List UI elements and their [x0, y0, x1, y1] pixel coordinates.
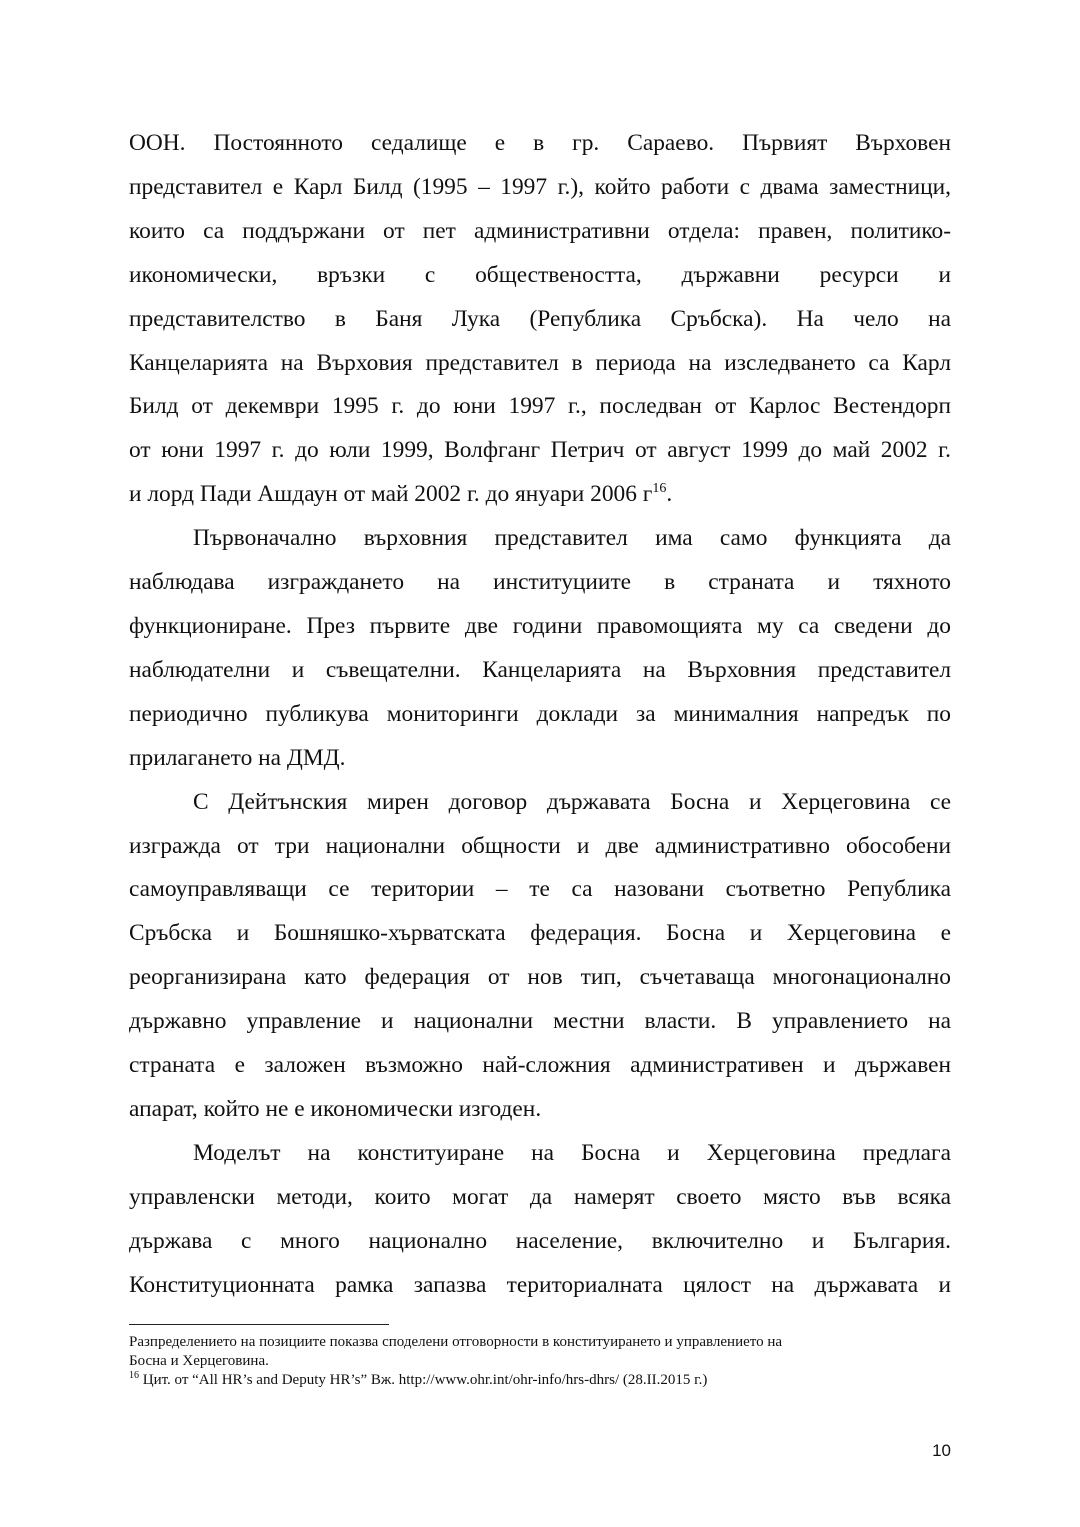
- text-line: Конституционната рамка запазва териториалната цялост на държавата и: [129, 1271, 951, 1298]
- footnote-text: Цит. от “All HR’s and Deputy HR’s” Вж. http://www.ohr.int/ohr-info/hrs-dhrs/ (28.II.2015 г.): [139, 1372, 708, 1388]
- text-line: Билд от декември 1995 г. до юни 1997 г., последван от Карлос Вестендорп: [129, 393, 951, 420]
- body-text: [129, 122, 951, 1307]
- text-line: функциониране. През първите две години правомощията му са сведени до: [129, 612, 951, 639]
- paragraph: [129, 1132, 951, 1308]
- text-line: управленски методи, които могат да намерят своето място във всяка: [129, 1183, 951, 1210]
- paragraph: [129, 517, 951, 780]
- text-line: страната е заложен възможно най-сложния административен и държавен: [129, 1052, 951, 1079]
- text-line: [129, 473, 951, 517]
- text-line: които са поддържани от пет административни отдела: правен, политико-: [129, 217, 951, 244]
- text-line: държавно управление и национални местни власти. В управлението на: [129, 1008, 951, 1035]
- text-line-content: и лорд Пади Ашдаун от май 2002 г. до януари 2006 г: [129, 481, 653, 508]
- text-line: Сръбска и Бошняшко-хърватската федерация. Босна и Херцеговина е: [129, 920, 951, 947]
- text-line: ООН. Постоянното седалище е в гр. Сараево. Първият Върховен: [129, 130, 951, 156]
- text-line: С Дейтънския мирен договор държавата Босна и Херцеговина се: [193, 788, 951, 815]
- footnote-ref-16[interactable]: 16: [652, 481, 667, 497]
- text-line: наблюдателни и съвещателни. Канцеларията на Върховния представител: [129, 656, 951, 683]
- text-line: Канцеларията на Върховия представител в периода на изследването са Карл: [129, 349, 951, 376]
- text-line: изгражда от три национални общности и две административно обособени: [129, 832, 951, 859]
- footnotes: [129, 1333, 951, 1390]
- paragraph: [129, 781, 951, 1132]
- text-line: представител е Карл Билд (1995 – 1997 г.), който работи с двама заместници,: [129, 173, 951, 200]
- text-line-end: .: [666, 481, 673, 508]
- text-line: апарат, който не е икономически изгоден.: [129, 1095, 542, 1122]
- text-line: от юни 1997 г. до юли 1999, Волфганг Петрич от август 1999 до май 2002 г.: [129, 437, 951, 464]
- text-line: Моделът на конституиране на Босна и Херцеговина предлага: [193, 1139, 951, 1166]
- text-line: наблюдава изграждането на институциите в страната и тяхното: [129, 569, 951, 596]
- text-line: периодично публикува мониторинги доклади за минималния напредък по: [129, 700, 951, 727]
- footnote-16: [129, 1371, 951, 1390]
- footnote-continued-line: Разпределението на позициите показва споделени отговорности в конституирането и управлението на: [129, 1334, 783, 1350]
- page-number: 10: [932, 1441, 951, 1460]
- text-line: представителство в Баня Лука (Република Сръбска). На чело на: [129, 305, 951, 332]
- text-line: реорганизирана като федерация от нов тип, съчетаваща многонационално: [129, 964, 951, 991]
- text-line: Първоначално върховния представител има само функцията да: [193, 525, 951, 552]
- footnote-continued-line: Босна и Херцеговина.: [129, 1353, 269, 1369]
- paragraph: [129, 122, 951, 517]
- text-line: прилагането на ДМД.: [129, 744, 346, 771]
- footnote-separator: [129, 1324, 389, 1325]
- text-line: икономически, връзки с обществеността, държавни ресурси и: [129, 261, 951, 288]
- footnote-number: 16: [129, 1370, 139, 1381]
- text-line: държава с много национално население, включително и България.: [129, 1227, 951, 1254]
- text-line: самоуправляващи се територии – те са назовани съответно Република: [129, 876, 951, 903]
